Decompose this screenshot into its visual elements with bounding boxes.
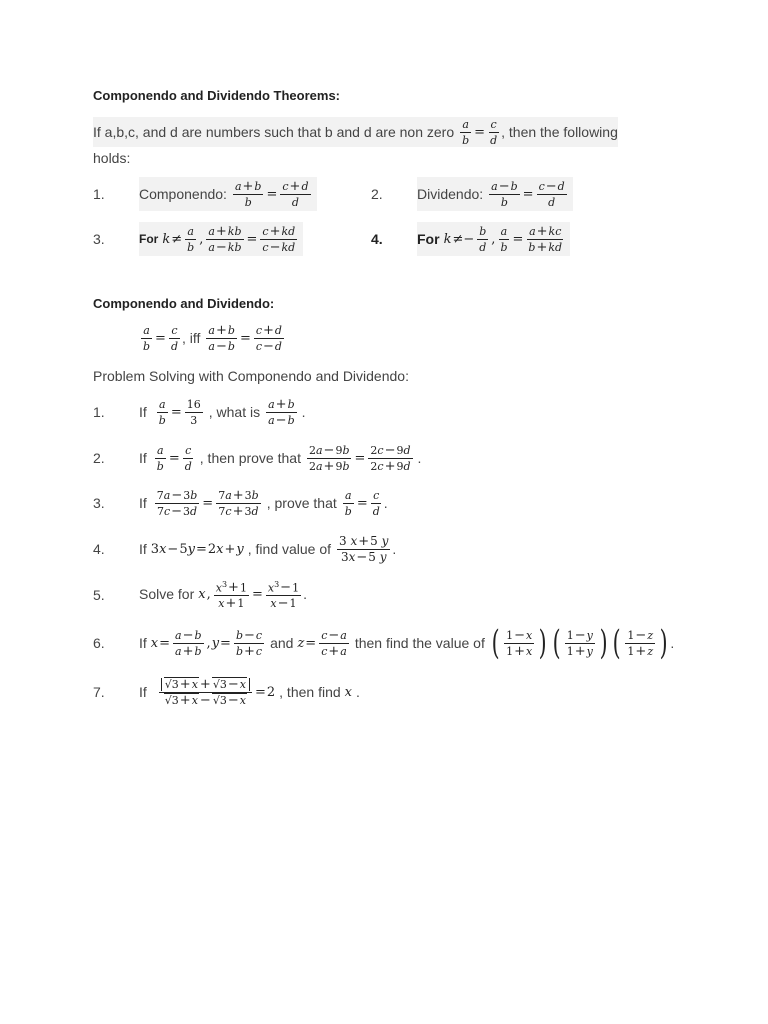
p6-if: If bbox=[139, 635, 147, 651]
p6-end: . bbox=[670, 635, 675, 651]
p6-x-def: x = $\frac{a-b}{a+b}$ , y = $\frac{b-c}{b+c}$ bbox=[150, 627, 263, 659]
p7-number: 7. bbox=[93, 684, 105, 700]
problems-heading: Problem Solving with Componendo and Dividendo: bbox=[93, 368, 409, 384]
problem-1 bbox=[139, 395, 306, 429]
p3-if: If bbox=[139, 495, 147, 511]
item1-label: Componendo: bbox=[139, 186, 227, 202]
p4-number: 4. bbox=[93, 541, 105, 557]
problem-3 bbox=[139, 486, 388, 520]
problem-7 bbox=[139, 672, 360, 712]
p5-text: Solve for bbox=[139, 586, 195, 602]
item3-formula-row bbox=[139, 222, 303, 256]
p6-number: 6. bbox=[93, 635, 105, 651]
intro-text-1: If a,b,c, and d are numbers such that b and d are non zero bbox=[93, 124, 455, 140]
p7-mid: , then find bbox=[279, 684, 341, 700]
p2-if: If bbox=[139, 450, 147, 466]
item3-formula: k ≠ $\frac{a}{b}$ , $\frac{a+kb}{a-kb}$ = $\frac{c+kd}{c-kd}$ bbox=[162, 223, 296, 255]
p1-end: . bbox=[301, 404, 306, 420]
p7-equation: √ 3+x +√ 3−x √ 3+x −√ 3−x = 2 bbox=[157, 678, 275, 707]
p6-mid: then find the value of bbox=[354, 635, 485, 651]
intro-formula: $\frac{a}{b}$ = $\frac{c}{d}$ bbox=[462, 117, 498, 147]
problem-5 bbox=[139, 576, 307, 612]
item2-number: 2. bbox=[371, 186, 383, 202]
p1-if: If bbox=[139, 404, 147, 420]
p1-target: $\frac{a+b}{a-b}$ bbox=[268, 396, 295, 428]
componendo-formula: $\frac{a+b}{b}$ = $\frac{c+d}{d}$ bbox=[234, 178, 309, 209]
cd-formula-right: $\frac{a+b}{a-b}$ = $\frac{c+d}{c-d}$ bbox=[208, 322, 282, 354]
intro-line bbox=[93, 117, 618, 147]
p2-given: $\frac{a}{b}$ = $\frac{c}{d}$ bbox=[156, 443, 192, 473]
p4-end: . bbox=[392, 541, 397, 557]
p4-target: $\frac{3 x+5 y}{3x-5 y}$ bbox=[339, 533, 389, 565]
item4-formula: k ≠− $\frac{b}{d}$ , $\frac{a}{b}$ = $\frac{a+kc}{b+kd}$ bbox=[443, 223, 563, 255]
p7-if: If bbox=[139, 684, 147, 700]
item3-label: For bbox=[139, 232, 159, 246]
item1-number: 1. bbox=[93, 186, 105, 202]
p2-number: 2. bbox=[93, 450, 105, 466]
p3-mid: , prove that bbox=[266, 495, 337, 511]
item2-label: Dividendo: bbox=[417, 186, 484, 202]
cd-iff: , iff bbox=[182, 330, 201, 346]
p4-if: If bbox=[139, 541, 147, 557]
intro-line-2: holds: bbox=[93, 150, 131, 166]
p3-end: . bbox=[383, 495, 388, 511]
p1-number: 1. bbox=[93, 404, 105, 420]
problem-4 bbox=[139, 532, 396, 566]
p2-target: $\frac{2a-9b}{2a+9b}$ = $\frac{2c-9d}{2c+9d}$ bbox=[308, 442, 411, 474]
item4-label: For bbox=[417, 231, 440, 247]
item1-componendo bbox=[139, 177, 317, 211]
cd-formula-left: $\frac{a}{b}$ = $\frac{c}{d}$ bbox=[143, 323, 178, 353]
p4-mid: , find value of bbox=[247, 541, 332, 557]
p6-and: and bbox=[270, 635, 294, 651]
p7-variable: x bbox=[344, 684, 352, 700]
theorems-heading: Componendo and Dividendo Theorems: bbox=[93, 88, 341, 103]
cd-statement bbox=[139, 320, 286, 356]
p6-z-def: z = $\frac{c-a}{c+a}$ bbox=[297, 627, 347, 659]
cd-heading: Componendo and Dividendo: bbox=[93, 296, 275, 311]
p1-mid: , what is bbox=[208, 404, 261, 420]
dividendo-formula: $\frac{a-b}{b}$ = $\frac{c-d}{d}$ bbox=[491, 178, 565, 209]
p5-equation: x , $\frac{x^3+1}{x+1}$ = $\frac{x^3-1}{x-1}$ bbox=[198, 579, 300, 612]
p3-target: $\frac{a}{b}$ = $\frac{c}{d}$ bbox=[344, 488, 380, 518]
p3-given: $\frac{7a-3b}{7c-3d}$ = $\frac{7a+3b}{7c+3d}$ bbox=[156, 487, 259, 519]
p1-given: $\frac{a}{b}$ = $\frac{16}{3}$ bbox=[158, 397, 201, 427]
problem-6 bbox=[139, 623, 674, 663]
item4-number: 4. bbox=[371, 231, 383, 247]
item2-dividendo bbox=[417, 177, 573, 211]
p2-mid: , then prove that bbox=[199, 450, 301, 466]
item4-formula-row bbox=[417, 222, 570, 256]
p3-number: 3. bbox=[93, 495, 105, 511]
p5-number: 5. bbox=[93, 587, 105, 603]
problem-2 bbox=[139, 441, 421, 475]
p5-end: . bbox=[303, 586, 307, 602]
intro-text-2: , then the following bbox=[501, 124, 618, 140]
p2-end: . bbox=[417, 450, 422, 466]
p4-given: 3 x − 5 y = 2 x + y bbox=[150, 541, 244, 557]
p7-end: . bbox=[356, 684, 360, 700]
p6-target: ( $\frac{1-x}{1+x}$ ) ( $\frac{1-y}{1+y}$ ) ( $\frac{1-z}{1+z}$ ) bbox=[491, 623, 668, 663]
item3-number: 3. bbox=[93, 231, 105, 247]
